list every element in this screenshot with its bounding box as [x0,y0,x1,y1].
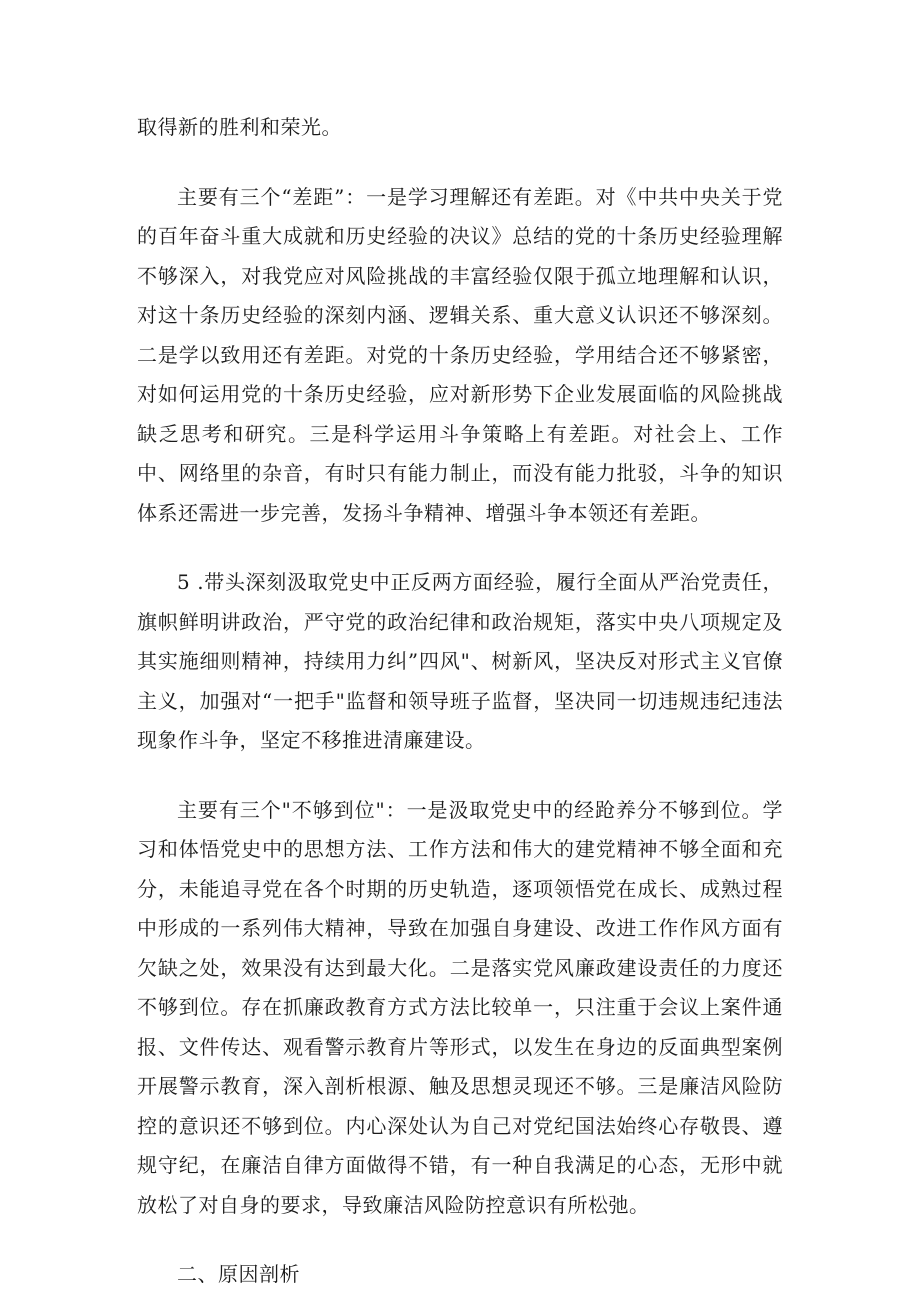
section-heading: 二、原因剖析 [177,1262,300,1286]
paragraph-gaps: 主要有三个“差距”：一是学习理解还有差距。对《中共中央关于党的百年奋斗重大成就和历史经验的决议》总结的党的十条历史经验理解不够深入，对我党应对风险挑战的丰富经验仅限于孤立地理解和认识，对这十条历史经验的深刻内涵、逻辑关系、重大意义认识还不够深刻。二是学以致用还有差距。对党的十条历史经验，学用结合还不够紧密，对如何运用党的十条历史经验，应对新形势下企业发展面临的风险挑战缺乏思考和研究。三是科学运用斗争策略上有差距。对社会上、工作中、网络里的杂音，有时只有能力制止，而没有能力批驳，斗争的知识体系还需进一步完善，发扬斗争精神、增强斗争本领还有差距。 [137,184,783,525]
paragraph-continuation: 取得新的胜利和荣光。 [137,115,342,139]
paragraph-shortcomings: 主要有三个"不够到位"：一是汲取党史中的经跄养分不够到位。学习和体悟党史中的思想方法、工作方法和伟大的建党精神不够全面和充分，未能追寻党在各个时期的历史轨造，逐项领悟党在成长、成熟过程中形成的一系列伟大精神，导致在加强自身建设、改进工作作风方面有欠缺之处，效果没有达到最大化。二是落实党风廉政建设责任的力度还不够到位。存在抓廉政教育方式方法比较单一，只注重于会议上案件通报、文件传达、观看警示教育片等形式，以发生在身边的反面典型案例开展警示教育，深入剖析根源、触及思想灵现还不够。三是廉洁风险防控的意识还不够到位。内心深处认为自己对党纪国法始终心存敬畏、遵规守纪，在廉洁自律方面做得不错，有一种自我满足的心态，无形中就放松了对自身的要求，导致廉洁风险防控意识有所松弛。 [137,797,783,1217]
document-body [137,108,783,1295]
paragraph-item-5: 5 .带头深刻汲取党史中正反两方面经验，履行全面从严治党责任，旗帜鲜明讲政治，严守党的政治纪律和政治规矩，落实中央八项规定及其实施细则精神，持续用力纠”四风"、树新风，坚决反对形式主义官僚主义，加强对“一把手"监督和领导班子监督，坚决同一切违规违纪违法现象作斗争，坚定不移推进清廉建设。 [137,570,783,752]
